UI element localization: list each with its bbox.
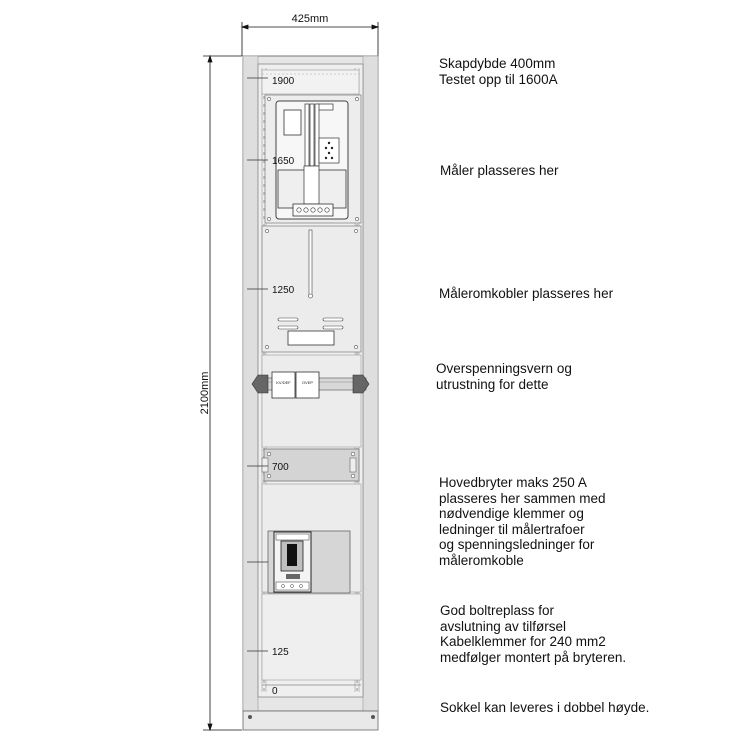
meter-switch-label-plate xyxy=(288,331,334,345)
width-dimension xyxy=(242,22,378,56)
plinth-left-bolt xyxy=(248,715,252,719)
rail-hole xyxy=(263,160,265,163)
level-700: 700 xyxy=(272,462,289,473)
rail-hole xyxy=(263,184,265,187)
rail-hole xyxy=(263,688,265,691)
level-1250: 1250 xyxy=(272,285,295,296)
meter-terminal-bars xyxy=(305,104,319,166)
main-breaker-label xyxy=(286,574,300,579)
rail-hole xyxy=(263,680,265,683)
rail-hole xyxy=(263,168,265,171)
rail-hole xyxy=(356,688,358,691)
rail-hole xyxy=(263,192,265,195)
plinth xyxy=(243,711,378,730)
rail-hole xyxy=(263,104,265,107)
rail-hole xyxy=(263,176,265,179)
surge-module-1-label: KV/DEF xyxy=(276,380,291,385)
width-dimension-label: 425mm xyxy=(291,13,329,25)
rail-hole xyxy=(263,208,265,211)
rail-hole xyxy=(263,352,265,355)
rail-hole xyxy=(263,120,265,123)
rail-hole xyxy=(263,144,265,147)
main-breaker-top-terminals xyxy=(276,534,309,540)
blank-plate-left-tab xyxy=(262,458,268,472)
height-dimension-label: 2100mm xyxy=(199,371,211,415)
note-main-breaker: Hovedbryter maks 250 A plasseres her sammen med nødvendige klemmer og ledninger til målertrafoer og spenningsledninger for måleromkoble xyxy=(439,475,606,568)
level-1650: 1650 xyxy=(272,156,295,167)
cable-space xyxy=(262,594,361,680)
rail-hole xyxy=(263,112,265,115)
note-meter-switch: Måleromkobler plasseres her xyxy=(439,286,614,301)
meter-display-window xyxy=(284,110,301,135)
surge-section xyxy=(262,355,361,447)
note-surge-protection: Overspenningsvern og utrustning for dette xyxy=(436,361,572,392)
surge-module-2 xyxy=(296,372,319,398)
rail-hole xyxy=(356,352,358,355)
level-1900: 1900 xyxy=(272,76,295,87)
level-0: 0 xyxy=(272,686,278,697)
rail-hole xyxy=(263,216,265,219)
note-cable-space: God boltreplass for avslutning av tilførsel Kabelklemmer for 240 mm2 medfølger montert på bryteren. xyxy=(440,603,627,665)
rail-hole xyxy=(263,152,265,155)
level-125: 125 xyxy=(272,647,289,658)
meter-switch-rod xyxy=(309,230,312,296)
meter-neck xyxy=(304,166,319,204)
note-plinth: Sokkel kan leveres i dobbel høyde. xyxy=(440,700,650,715)
rail-hole xyxy=(356,680,358,683)
rail-hole xyxy=(263,128,265,131)
meter-indicator-box xyxy=(319,138,339,163)
meter-switch-rod-end xyxy=(309,294,313,298)
rail-hole xyxy=(263,96,265,99)
plinth-right-bolt xyxy=(371,715,375,719)
surge-module-1 xyxy=(272,372,295,398)
rail-hole xyxy=(263,136,265,139)
surge-module-2-label: OVEP xyxy=(301,380,314,385)
blank-plate-right-tab xyxy=(350,458,356,472)
main-breaker-handle xyxy=(287,544,297,566)
note-cabinet-depth: Skapdybde 400mm Testet opp til 1600A xyxy=(439,56,558,87)
rail-hole xyxy=(263,200,265,203)
meter-label-slot xyxy=(318,104,333,110)
note-meter: Måler plasseres her xyxy=(440,163,559,178)
